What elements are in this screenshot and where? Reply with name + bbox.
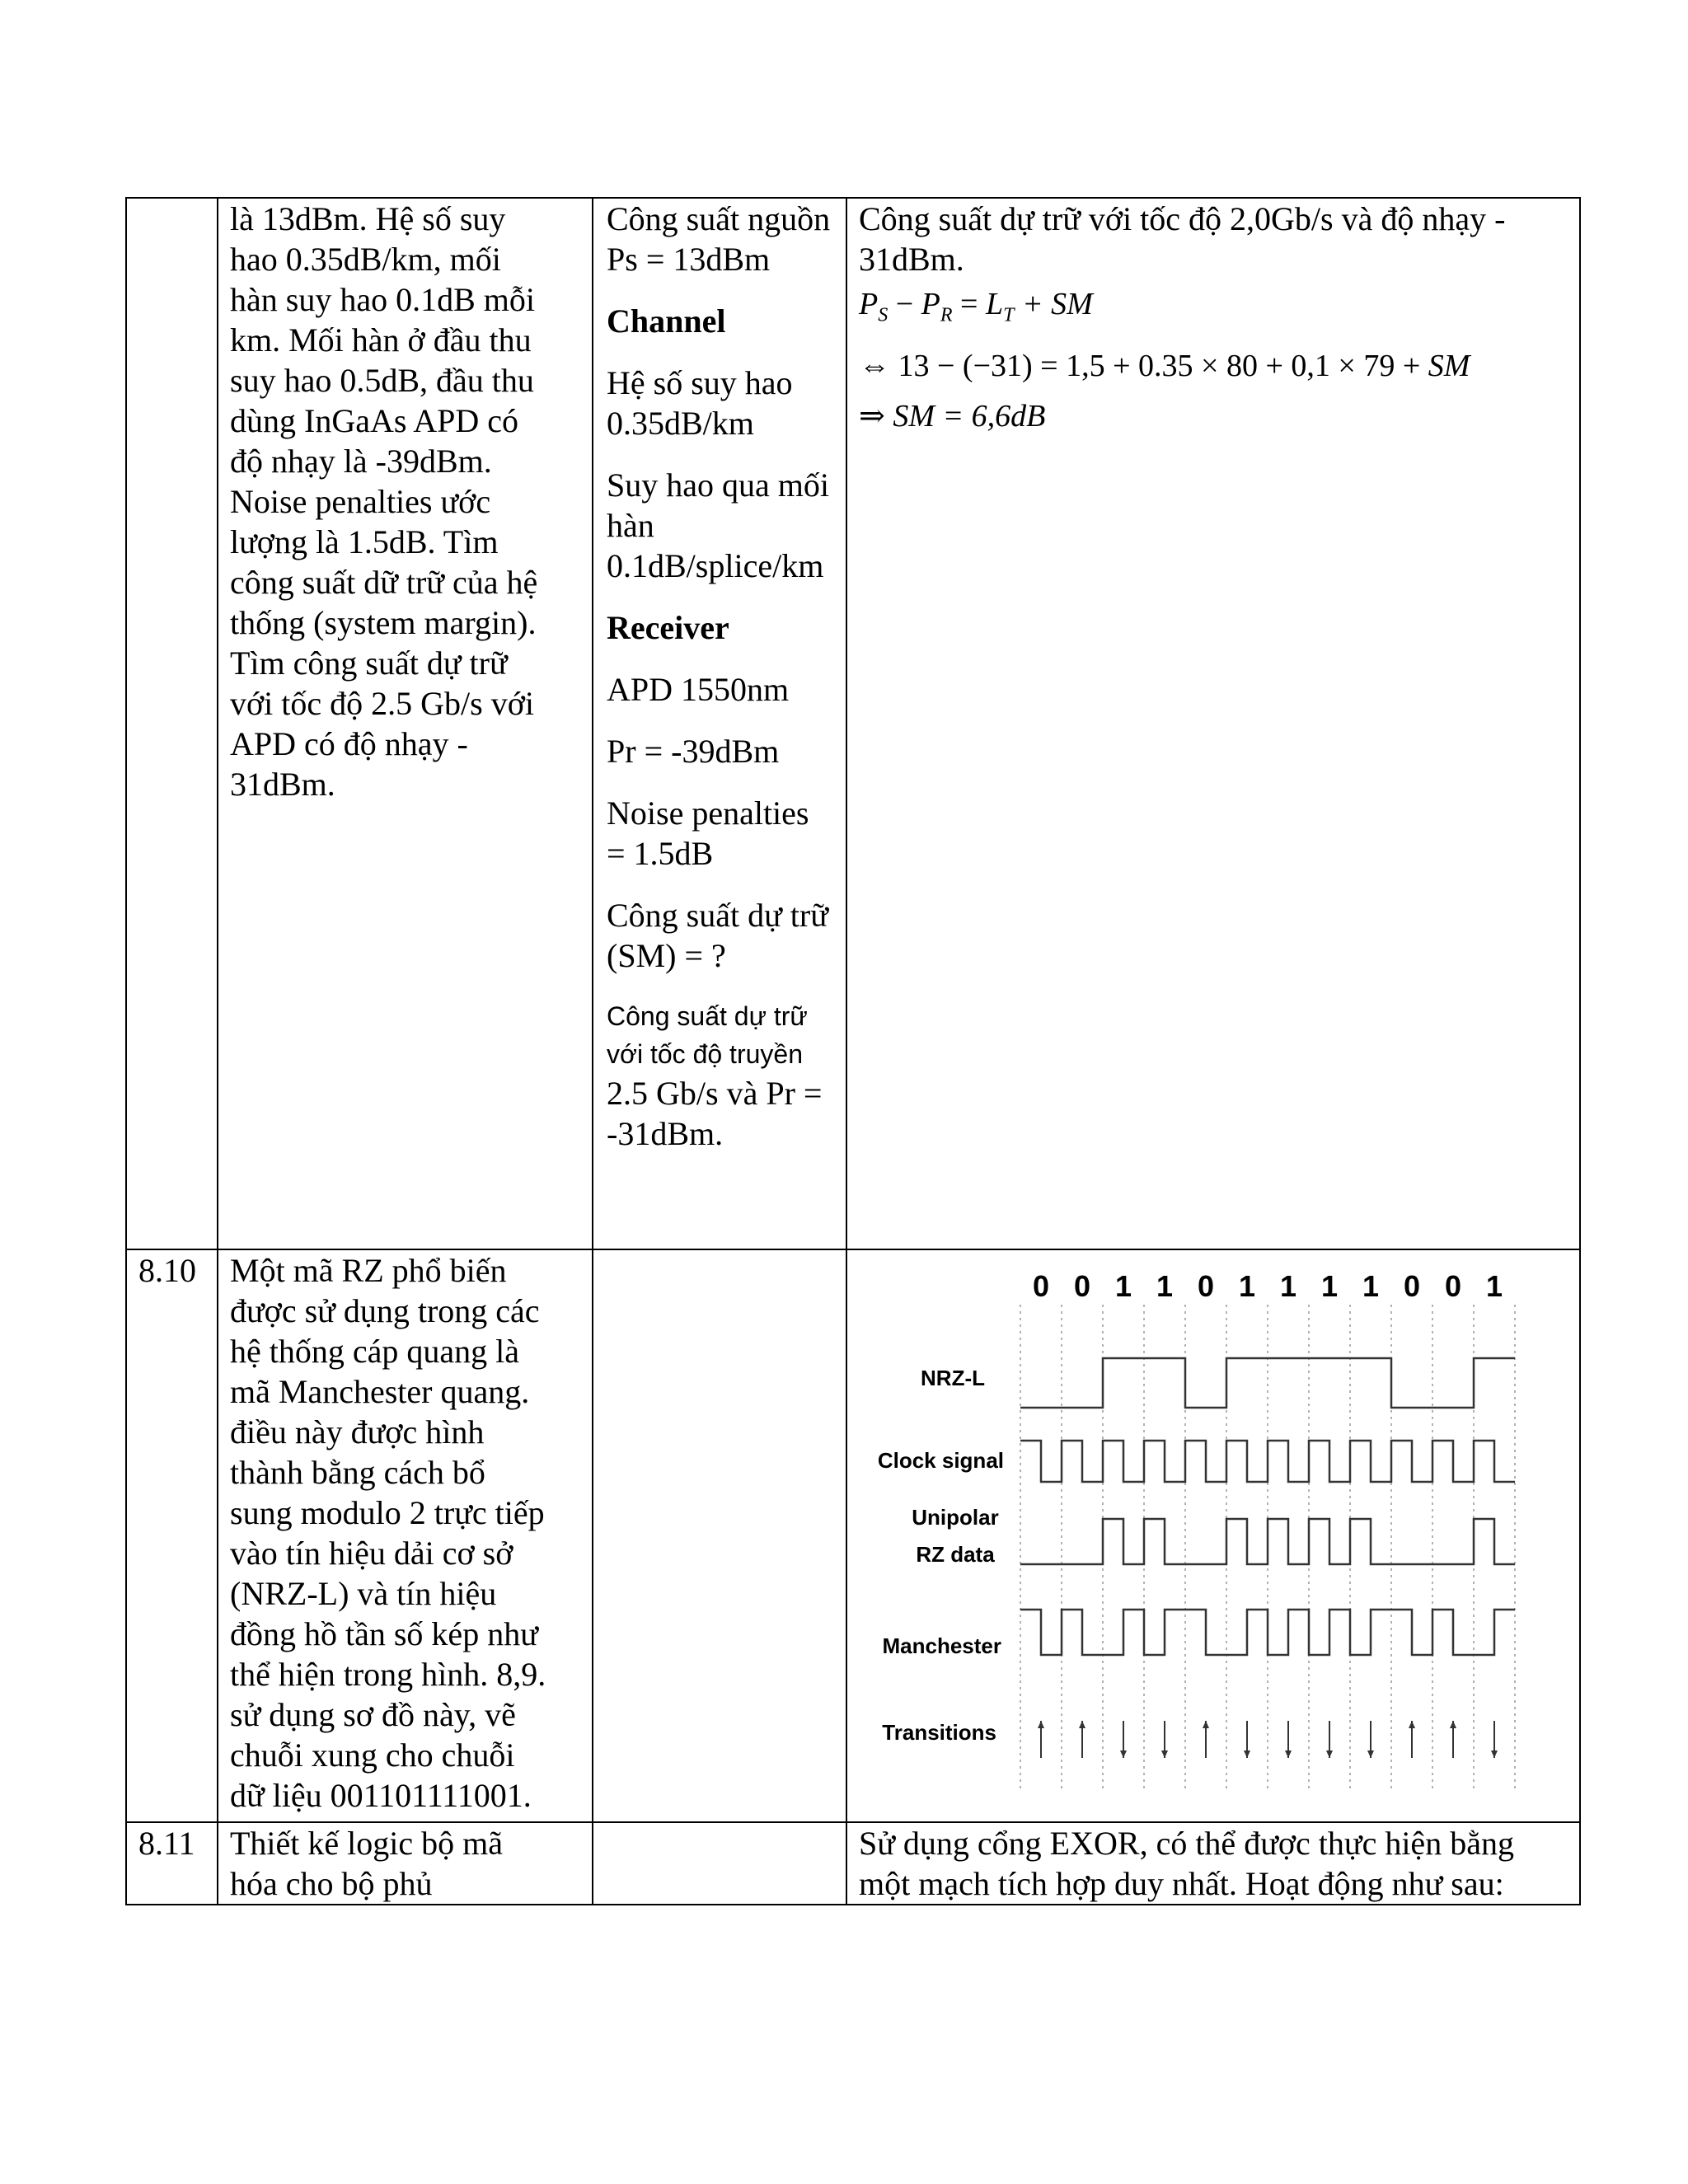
transition-arrowhead [1161, 1750, 1168, 1758]
transition-arrowhead [1244, 1750, 1250, 1758]
manchester-timing-diagram [858, 1247, 1534, 1791]
transition-arrowhead [1079, 1721, 1085, 1728]
apd-type: APD 1550nm [607, 671, 790, 708]
bit-label: 0 [1197, 1269, 1215, 1303]
question-text: Một mã RZ phổ biến được sử dụng trong các hệ thống cáp quang là mã Manchester quang. điều này được hình thành bằng cách bổ sung modulo 2 trực tiếp vào tín hiệu dải cơ sở (NRZ-L) và tín hiệu đồng hồ tần số kép như thể hiện trong hình. 8,9. sử dụng sơ đồ này, vẽ chuỗi xung cho chuỗi dữ liệu 001101111001. [218, 1249, 593, 1822]
table-row [126, 1822, 1580, 1905]
transition-arrowhead [1409, 1721, 1415, 1728]
manchester-waveform [1020, 1610, 1515, 1655]
eq-symbol: L [985, 287, 1004, 321]
transition-arrowhead [1450, 1721, 1456, 1728]
equation-3 [859, 391, 1568, 442]
bit-label: 1 [1114, 1269, 1132, 1303]
equation-2 [859, 341, 1568, 391]
eq-term: + SM [1014, 287, 1093, 321]
nrz-label: NRZ-L [921, 1366, 985, 1390]
eq-symbol: P [921, 287, 940, 321]
question-text: Thiết kế logic bộ mã hóa cho bộ phủ [218, 1822, 593, 1905]
receiver-heading: Receiver [607, 609, 729, 646]
rz-label-line2: RZ data [916, 1542, 995, 1567]
transitions-label: Transitions [882, 1720, 996, 1745]
rz-label-line1: Unipolar [912, 1505, 999, 1530]
equation-1 [859, 279, 1568, 341]
splice-loss: Suy hao qua mối hàn 0.1dB/splice/km [607, 466, 829, 584]
bit-label: 1 [1238, 1269, 1256, 1303]
row-number: 8.10 [126, 1249, 218, 1822]
eq-result: SM = 6,6dB [884, 398, 1046, 434]
implies-symbol: ⇒ [859, 398, 885, 434]
receiver-sensitivity: Pr = -39dBm [607, 733, 780, 770]
source-power: Công suất nguồn Ps = 13dBm [607, 200, 831, 278]
given-data [593, 1249, 846, 1822]
solution-cell [846, 1822, 1580, 1905]
channel-heading: Channel [607, 302, 726, 340]
bit-label: 0 [1032, 1269, 1050, 1303]
manchester-label: Manchester [882, 1633, 1001, 1658]
equivalence-symbol: ⇔ [859, 348, 890, 383]
bit-label: 1 [1362, 1269, 1380, 1303]
margin-rate-tail: 2.5 Gb/s và Pr = -31dBm. [607, 1075, 823, 1152]
transition-arrowhead [1038, 1721, 1044, 1728]
bit-label: 0 [1073, 1269, 1091, 1303]
bit-label: 0 [1403, 1269, 1421, 1303]
transition-arrowhead [1285, 1750, 1292, 1758]
bit-label: 1 [1485, 1269, 1503, 1303]
table-row [126, 198, 1580, 1249]
rz-waveform [1020, 1519, 1515, 1564]
solution-lead: Công suất dự trữ với tốc độ 2,0Gb/s và độ nhạy - 31dBm. [859, 200, 1506, 278]
transition-arrowhead [1367, 1750, 1374, 1758]
noise-penalties: Noise penalties = 1.5dB [607, 794, 809, 872]
eq-subscript: S [878, 304, 889, 326]
row-number: 8.11 [126, 1822, 218, 1905]
margin-rate-label: Công suất dự trữ với tốc độ truyền [607, 1001, 808, 1069]
question-text: là 13dBm. Hệ số suy hao 0.35dB/km, mối hàn suy hao 0.1dB mỗi km. Mối hàn ở đầu thu suy hao 0.5dB, đầu thu dùng InGaAs APD có độ nhạy là -39dBm. Noise penalties ước lượng là 1.5dB. Tìm công suất dữ trữ của hệ thống (system margin). Tìm công suất dự trữ với tốc độ 2.5 Gb/s với APD có độ nhạy - 31dBm. [218, 198, 593, 1249]
transition-arrowhead [1491, 1750, 1498, 1758]
bit-label: 1 [1279, 1269, 1297, 1303]
eq-expression: 13 − (−31) = 1,5 + 0.35 × 80 + 0,1 × 79 + [890, 348, 1428, 383]
clock-waveform [1020, 1441, 1515, 1482]
system-margin-question: Công suất dự trữ (SM) = ? [607, 897, 828, 974]
bit-label: 0 [1444, 1269, 1462, 1303]
eq-subscript: T [1003, 304, 1015, 326]
eq-subscript: R [940, 304, 953, 326]
transition-arrowhead [1203, 1721, 1209, 1728]
bit-label: 1 [1320, 1269, 1339, 1303]
given-data [593, 1822, 846, 1905]
row-number [126, 198, 218, 1249]
clock-label: Clock signal [877, 1448, 1004, 1473]
transition-arrowhead [1120, 1750, 1127, 1758]
given-data [593, 198, 846, 1249]
eq-operator: − [888, 287, 921, 321]
attenuation: Hệ số suy hao 0.35dB/km [607, 364, 793, 442]
transition-arrowhead [1326, 1750, 1333, 1758]
eq-symbol: P [859, 287, 879, 321]
solution-text: Sử dụng cổng EXOR, có thể được thực hiện bằng một mạch tích hợp duy nhất. Hoạt động như sau: [859, 1825, 1514, 1902]
solution-cell [846, 198, 1580, 1249]
bit-label: 1 [1156, 1269, 1174, 1303]
eq-operator: = [952, 287, 986, 321]
eq-term: SM [1428, 348, 1470, 383]
